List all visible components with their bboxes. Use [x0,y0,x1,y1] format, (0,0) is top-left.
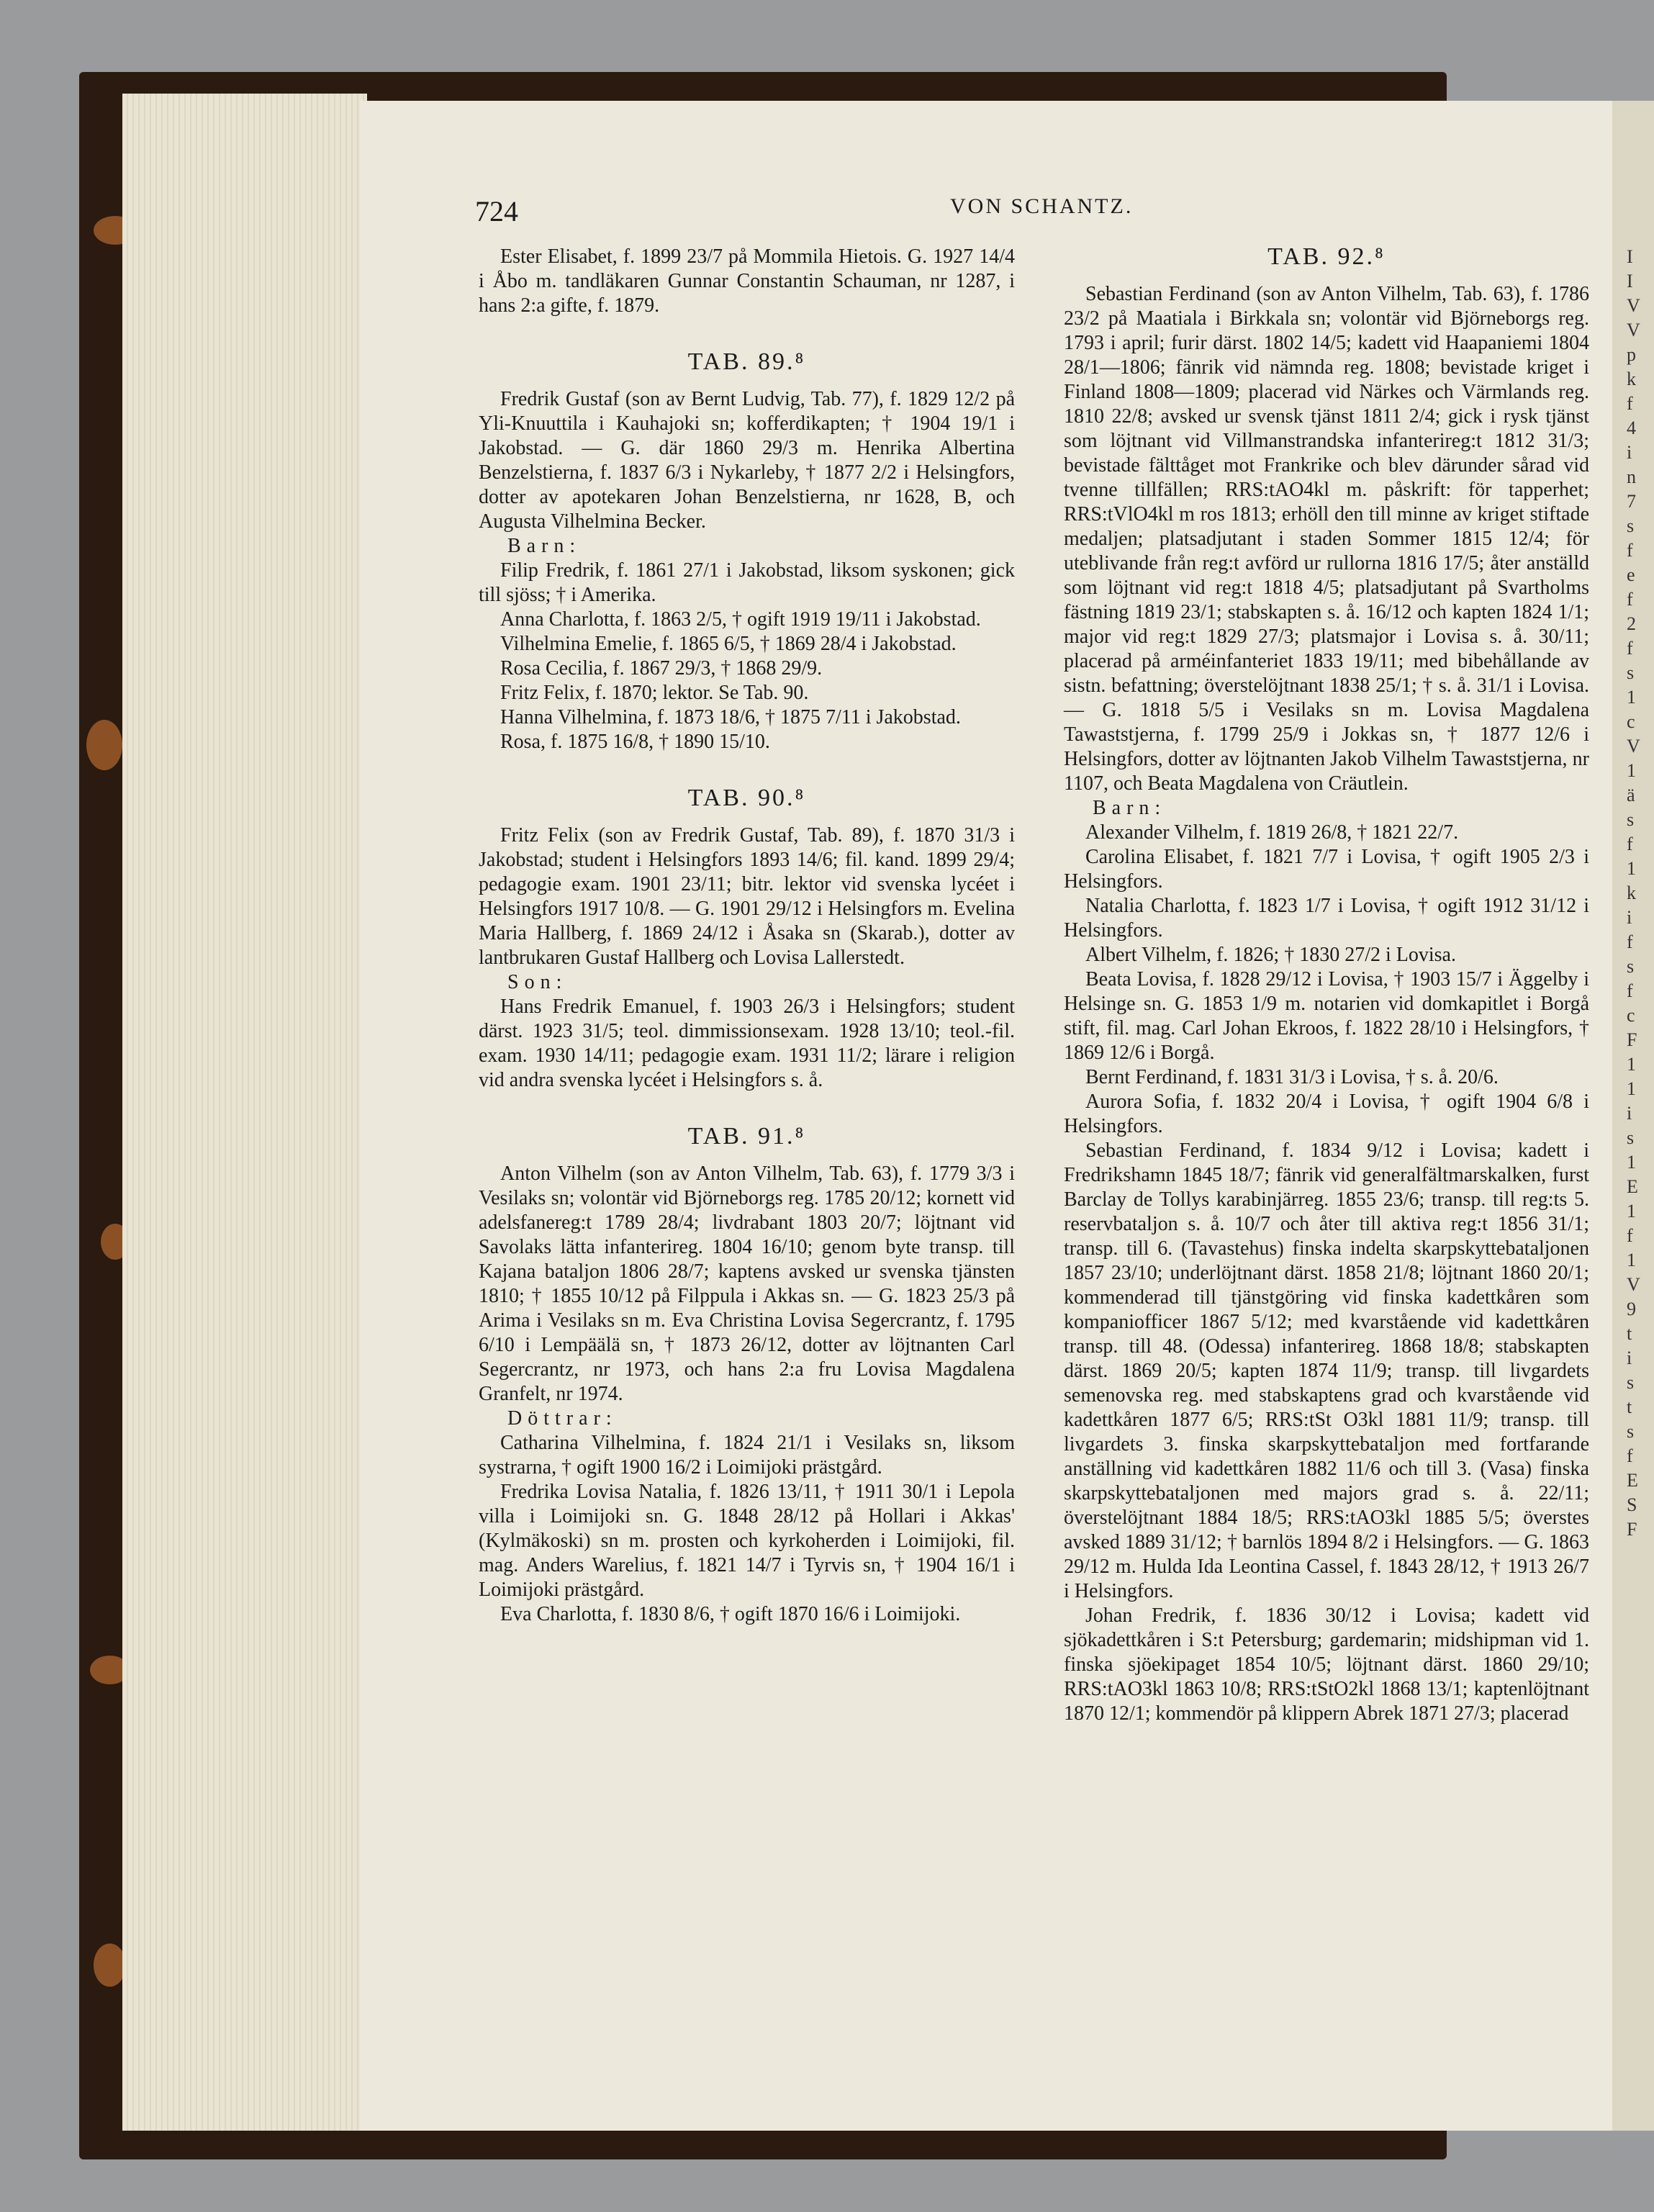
entry-paragraph: Vilhelmina Emelie, f. 1865 6/5, † 1869 28/4 i Jakobstad. [500,633,957,655]
facing-fragment: p [1627,344,1636,365]
entry-paragraph: Alexander Vilhelm, f. 1819 26/8, † 1821 22/7. [1085,821,1459,844]
facing-fragment: 1 [1627,1054,1636,1075]
entry-paragraph: Rosa Cecilia, f. 1867 29/3, † 1868 29/9. [500,657,823,680]
facing-fragment: E [1627,1176,1638,1197]
facing-fragment: 1 [1627,1152,1636,1173]
facing-fragment: f [1627,980,1633,1001]
facing-fragment: i [1627,1347,1632,1368]
entry-paragraph: Albert Vilhelm, f. 1826; † 1830 27/2 i Lovisa. [1085,944,1456,966]
facing-fragment: s [1627,662,1635,683]
facing-fragment: F [1627,1519,1637,1540]
page-stack-edge [122,94,367,2131]
running-head: VON SCHANTZ. [950,194,1134,218]
entry-paragraph: Hans Fredrik Emanuel, f. 1903 26/3 i Helsingfors; student därst. 1923 31/5; teol. dimmissionsexam. 1928 13/10; teol.-fil. exam. 1930 14/11; pedagogie exam. 1931 11/2; lärare i religion vid andra svenska lycéet i Helsingfors s. å. [479,996,1015,1091]
entry-paragraph: Sebastian Ferdinand (son av Anton Vilhelm, Tab. 63), f. 1786 23/2 på Maatiala i Birkkala sn; volontär vid Björneborgs reg. 1793 i april; furir därst. 1802 14/5; kadett vid Haapaniemi 1804 28/1—1806; fänrik vid nämnda reg. 1808; bevistade kriget i Finland 1808—1809; placerad vid Närkes och Värmlands reg. 1810 22/8; avsked ur svensk tjänst 1811 2/4; gick i rysk tjänst som löjtnant vid Villmanstrandska infanterireg:t 1812 31/3; bevistade fälttåget mot Frankrike och blev därunder sårad vid tvenne tillfällen; RRS:tAO4kl m. påskrift: för tapperhet; RRS:tVlO4kl m ros 1813; erhöll den till minne av kriget stiftade medaljen; platsadjutant i staden Sommer 1815 12/4; för uteblivande från reg:t avförd ur rullorna 1816 17/5; åter anställd som löjtnant vid reg:t 1818 4/5; platsadjutant på Svartholms fästning 1819 23/1; stabskapten s. å. 16/12 och kapten 1824 1/1; major vid reg:t 1829 27/3; platsmajor i Lovisa s. å. 30/11; placerad på arméinfanteriet 1833 19/11; med bibehållande av sistn. befattning; överstelöjtnant 1838 25/1; † s. å. 31/1 i Lovisa. — G. 1818 5/5 i Vesilaks sn m. Lovisa Magdalena Tawaststjerna, f. 1799 25/9 i Jokkas sn, † 1877 12/6 i Helsingfors, dotter av löjtnanten Jakob Vilhelm Tawaststjerna, nr 1107, och Beata Magdalena von Cräutlein. [1064,283,1589,795]
facing-fragment: V [1627,1274,1640,1295]
facing-fragment: 1 [1627,1250,1636,1270]
facing-fragment: f [1627,589,1633,610]
facing-fragment: s [1627,809,1635,830]
entry-paragraph: Anna Charlotta, f. 1863 2/5, † ogift 1919 19/11 i Jakobstad. [500,608,981,631]
facing-fragment: F [1627,1029,1637,1050]
entry-paragraph: Eva Charlotta, f. 1830 8/6, † ogift 1870 16/6 i Loimijoki. [500,1603,961,1625]
facing-fragment: e [1627,564,1635,585]
section-label: Barn: [507,535,582,557]
facing-fragment: s [1627,515,1635,536]
facing-fragment: k [1627,369,1636,389]
facing-fragment: V [1627,295,1640,316]
entry-paragraph: Hanna Vilhelmina, f. 1873 18/6, † 1875 7/11 i Jakobstad. [500,706,961,728]
facing-fragment: S [1627,1494,1637,1515]
entry-paragraph: Fritz Felix, f. 1870; lektor. Se Tab. 90. [500,682,809,704]
facing-fragment: E [1627,1470,1638,1491]
facing-fragment: f [1627,931,1633,952]
facing-fragment: 1 [1627,1078,1636,1099]
facing-fragment: f [1627,1445,1633,1466]
facing-fragment: I [1627,246,1633,267]
entry-paragraph: Natalia Charlotta, f. 1823 1/7 i Lovisa, † ogift 1912 31/12 i Helsingfors. [1064,895,1589,942]
facing-fragment: i [1627,1103,1632,1124]
section-label: Döttrar: [507,1407,618,1430]
facing-page-fragments [1627,245,1648,1542]
facing-fragment: s [1627,1421,1635,1442]
facing-fragment: V [1627,320,1640,340]
section-label: Son: [507,971,568,993]
entry-paragraph: Johan Fredrik, f. 1836 30/12 i Lovisa; kadett vid sjökadettkåren i S:t Petersburg; gardemarin; midshipman vid 1. finska sjöekipaget 1854 10/5; löjtnant därst. 1860 29/10; RRS:tAO3kl 1863 10/8; RRS:tStO2kl 1868 13/1; kaptenlöjtnant 1870 12/1; kommendör på klippern Abrek 1871 27/3; placerad [1064,1604,1589,1725]
facing-fragment: i [1627,907,1632,928]
facing-fragment: 4 [1627,417,1636,438]
facing-fragment: 9 [1627,1299,1636,1319]
facing-fragment: 2 [1627,613,1636,634]
facing-fragment: f [1627,834,1633,854]
section-label: Barn: [1093,797,1167,819]
entry-paragraph: Filip Fredrik, f. 1861 27/1 i Jakobstad, liksom syskonen; gick till sjöss; † i Amerika. [479,559,1015,606]
facing-fragment: n [1627,466,1636,487]
facing-fragment: f [1627,638,1633,659]
entry-paragraph: Sebastian Ferdinand, f. 1834 9/12 i Lovisa; kadett i Fredrikshamn 1845 18/7; fänrik vid generalfältmarskalken, furst Barclay de Tollys karabinjärreg. 1855 23/6; transp. till reg:ts 5. reservbataljon s. å. 10/7 och åter till aktiva reg:t 1856 31/1; transp. till 6. (Tavastehus) finska indelta skarpskyttebataljonen 1857 23/10; underlöjtnant därst. 1858 21/8; löjtnant 1860 20/1; kommenderad till tjänstgöring vid finska kadettkåren som kompaniofficer 1867 5/12; med kvarstående vid kadettkåren transp. till 48. (Odessa) infanterireg. 1868 18/8; stabskapten därst. 1869 20/5; kapten 1874 11/9; transp. till livgardets semenovska reg. med stabskaptens grad och kvarstående vid kadettkåren 1877 6/5; RRS:tSt O3kl 1881 11/9; transp. till livgardets 3. finska skarpskyttebataljon med fortfarande anställning vid kadettkåren 1882 11/6 och till 3. (Vasa) finska skarpskyttebataljonen med majors grad s. å. 22/11; överstelöjtnant 1884 18/5; RRS:tAO3kl 1885 5/5; överstes avsked 1889 31/12; † barnlös 1894 8/2 i Helsingfors. — G. 1863 29/12 m. Hulda Ida Leontina Cassel, f. 1843 28/12, † 1913 26/7 i Helsingfors. [1064,1139,1589,1602]
tab-heading: TAB. 89.⁸ [687,348,806,375]
tab-heading: TAB. 91.⁸ [687,1123,806,1150]
page-header [475,194,1598,238]
facing-fragment: s [1627,1372,1635,1393]
left-column [479,245,1015,1627]
page-number: 724 [475,195,518,227]
entry-paragraph: Aurora Sofia, f. 1832 20/4 i Lovisa, † ogift 1904 6/8 i Helsingfors. [1064,1091,1589,1137]
facing-fragment: 1 [1627,858,1636,879]
entry-paragraph: Beata Lovisa, f. 1828 29/12 i Lovisa, † 1903 15/7 i Äggelby i Helsinge sn. G. 1853 1/9 m. notarien vid domkapitlet i Borgå stift, fil. mag. Carl Johan Ekroos, f. 1822 28/10 i Helsingfors, † 1869 12/6 i Borgå. [1064,968,1589,1064]
tab-heading: TAB. 90.⁸ [687,785,806,811]
facing-fragment: c [1627,1005,1635,1026]
entry-paragraph: Anton Vilhelm (son av Anton Vilhelm, Tab. 63), f. 1779 3/3 i Vesilaks sn; volontär vid Björneborgs reg. 1785 20/12; kornett vid adelsfanereg:t 1789 28/4; livdrabant 1803 20/7; löjtnant vid Savolaks lätta infanterireg. 1804 16/10; genom byte transp. till Kajana bataljon 1806 28/7; kaptens avsked ur svenska tjänsten 1810; † 1855 10/12 på Filppula i Akkas sn. — G. 1823 25/3 på Arima i Vesilaks sn m. Eva Christina Lovisa Segercrantz, f. 1795 6/10 i Lempäälä sn, † 1873 26/12, dotter av löjtnanten Carl Segercrantz, nr 1973, och hans 2:a fru Lovisa Magdalena Granfelt, nr 1974. [479,1163,1015,1405]
facing-fragment: f [1627,1225,1633,1246]
facing-fragment: 7 [1627,491,1636,512]
entry-paragraph: Fredrik Gustaf (son av Bernt Ludvig, Tab. 77), f. 1829 12/2 på Yli-Knuuttila i Kauhajoki sn; kofferdikapten; † 1904 19/1 i Jakobstad. — G. där 1860 29/3 m. Henrika Albertina Benzelstierna, f. 1837 6/3 i Nykarleby, † 1877 2/2 i Helsingfors, dotter av apotekaren Johan Benzelstierna, nr 1628, B, och Augusta Vilhelmina Becker. [479,388,1015,533]
facing-fragment: s [1627,956,1635,977]
facing-fragment: f [1627,393,1633,414]
facing-fragment: k [1627,882,1636,903]
entry-paragraph: Ester Elisabet, f. 1899 23/7 på Mommila Hietois. G. 1927 14/4 i Åbo m. tandläkaren Gunnar Constantin Schauman, nr 1287, i hans 2:a gifte, f. 1879. [479,245,1015,317]
entry-paragraph: Carolina Elisabet, f. 1821 7/7 i Lovisa, † ogift 1905 2/3 i Helsingfors. [1064,846,1589,893]
facing-fragment: i [1627,442,1632,463]
facing-fragment: f [1627,540,1633,561]
facing-fragment: ä [1627,785,1635,805]
facing-fragment: 1 [1627,687,1636,708]
tab-heading: TAB. 92.⁸ [1267,243,1386,270]
facing-fragment: V [1627,736,1640,757]
facing-fragment: 1 [1627,760,1636,781]
facing-fragment: t [1627,1323,1632,1344]
entry-paragraph: Fredrika Lovisa Natalia, f. 1826 13/11, † 1911 30/1 i Lepola villa i Loimijoki sn. G. 1848 28/12 på Hollari i Akkas' (Kylmäkoski) sn m. prosten och kyrkoherden i Loimijoki, fil. mag. Anders Warelius, f. 1821 14/7 i Tyrvis sn, † 1904 16/1 i Loimijoki prästgård. [479,1481,1015,1601]
facing-fragment: t [1627,1396,1632,1417]
facing-fragment: s [1627,1127,1635,1148]
right-column [1064,245,1589,1726]
facing-fragment: I [1627,271,1633,292]
entry-paragraph: Fritz Felix (son av Fredrik Gustaf, Tab. 89), f. 1870 31/3 i Jakobstad; student i Helsingfors 1893 14/6; fil. kand. 1899 29/4; pedagogie exam. 1901 23/11; bitr. lektor vid svenska lycéet i Helsingfors 1917 10/8. — G. 1901 29/12 i Helsingfors m. Evelina Maria Hallberg, f. 1869 24/12 i Åsaka sn (Skarab.), dotter av lantbrukaren Gustaf Hallberg och Lovisa Lallerstedt. [479,824,1015,969]
facing-fragment: c [1627,711,1635,732]
entry-paragraph: Catharina Vilhelmina, f. 1824 21/1 i Vesilaks sn, liksom systrarna, † ogift 1900 16/2 i Loimijoki prästgård. [479,1432,1015,1479]
facing-fragment: 1 [1627,1201,1636,1222]
entry-paragraph: Rosa, f. 1875 16/8, † 1890 15/10. [500,731,770,753]
entry-paragraph: Bernt Ferdinand, f. 1831 31/3 i Lovisa, † s. å. 20/6. [1085,1066,1499,1088]
